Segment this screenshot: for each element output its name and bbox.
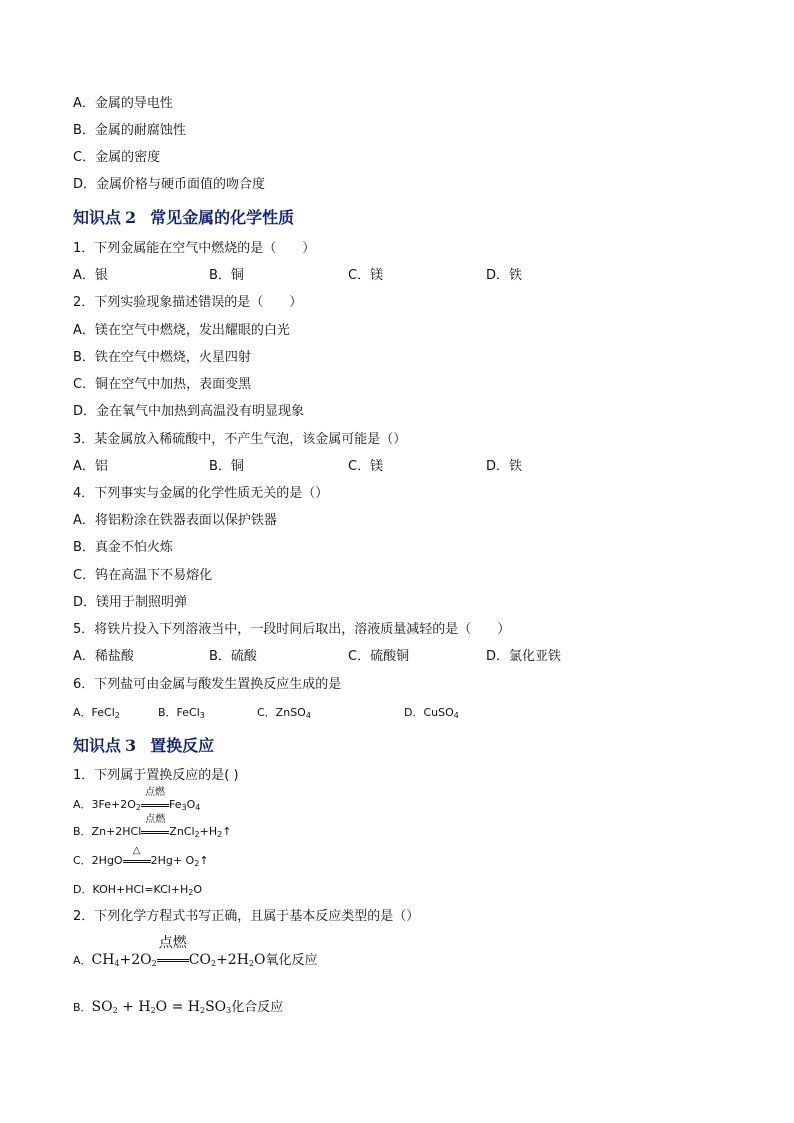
option-b: B．真金不怕火炼 (73, 540, 173, 555)
subscript: 4 (195, 803, 201, 812)
heading-title: 置换反应 (150, 736, 215, 755)
subscript: 2 (210, 959, 217, 968)
option-c-text: C．ZnSO (257, 706, 306, 719)
option-a (73, 705, 120, 724)
subscript: 2 (217, 830, 223, 839)
heading-label: 知识点 (73, 208, 122, 227)
formula: CO (188, 952, 211, 968)
double-line (157, 959, 189, 962)
formula: + H (117, 999, 151, 1015)
option-d (404, 705, 459, 724)
equation (92, 999, 232, 1015)
subscript: 2 (112, 1006, 118, 1015)
section-heading-3 (73, 733, 214, 756)
question-stem: 5．将铁片投入下列溶液当中，一段时间后取出，溶液质量减轻的是（ ） (73, 622, 511, 637)
option-d (73, 882, 202, 901)
question-stem: 1．下列属于置换反应的是( ) (73, 768, 239, 783)
option-c: C．镁 (348, 459, 384, 474)
option-a (73, 787, 201, 816)
heading-number: 2 (125, 208, 137, 227)
heading-number: 3 (125, 736, 137, 755)
question-stem: 6．下列盐可由金属与酸发生置换反应生成的是 (73, 677, 342, 692)
subscript: 4 (114, 959, 120, 968)
subscript: 4 (453, 711, 459, 720)
reaction-condition: 点燃 (158, 935, 187, 951)
formula: CH (91, 952, 115, 968)
option-c (257, 705, 311, 724)
formula: +2O (119, 952, 152, 968)
equation-right: 2Hg+ O (150, 854, 195, 867)
option-c: C．铜在空气中加热，表面变黑 (73, 377, 252, 392)
question-stem: 4．下列事实与金属的化学性质无关的是（） (73, 486, 329, 501)
option-b (73, 814, 232, 843)
equation-left: C．2HgO (73, 854, 123, 867)
formula: O (254, 952, 266, 968)
double-line (141, 804, 169, 807)
option-a: A．铝 (73, 459, 108, 474)
equation (91, 935, 266, 968)
option-d: D．铁 (486, 268, 523, 283)
subscript: 2 (150, 1006, 156, 1015)
option-d: D．铁 (486, 459, 523, 474)
option-d: D．镁用于制照明弹 (73, 595, 188, 610)
equation-right: +H (199, 825, 218, 838)
formula: SO (205, 999, 227, 1015)
option-b: B．金属的耐腐蚀性 (73, 123, 186, 138)
option-d: D．氯化亚铁 (486, 649, 562, 664)
question-stem: 2．下列实验现象描述错误的是（ ） (73, 295, 303, 310)
option-row (73, 705, 673, 721)
subscript: 2 (248, 959, 255, 968)
option-d: D．金属价格与硬币面值的吻合度 (73, 177, 266, 192)
option-a: A．金属的导电性 (73, 96, 173, 111)
option-c: C．金属的密度 (73, 150, 161, 165)
reaction-arrow (141, 787, 169, 813)
equation-right: O (186, 798, 196, 811)
subscript: 2 (199, 1006, 206, 1015)
option-b (73, 999, 283, 1019)
section-heading-2 (73, 205, 294, 228)
question-stem: 2．下列化学方程式书写正确，且属于基本反应类型的是（） (73, 909, 420, 924)
formula: +2H (216, 952, 249, 968)
reaction-arrow (157, 935, 189, 968)
reaction-arrow (141, 814, 169, 840)
reaction-arrow (123, 845, 151, 869)
equation-right: ZnCl (169, 825, 195, 838)
option-a-text: A．FeCl (73, 706, 115, 719)
option-a: A．将铝粉涂在铁器表面以保护铁器 (73, 513, 277, 528)
question-stem: 1．下列金属能在空气中燃烧的是（ ） (73, 241, 316, 256)
option-d: D．金在氧气中加热到高温没有明显现象 (73, 404, 305, 419)
equation: O (193, 883, 203, 896)
option-row (73, 459, 673, 475)
option-b: B．硫酸 (209, 649, 257, 664)
option-label: B． (73, 1001, 92, 1014)
option-a: A．银 (73, 268, 108, 283)
subscript: 4 (305, 711, 311, 720)
subscript: 3 (226, 1006, 232, 1015)
heading-title: 常见金属的化学性质 (150, 208, 295, 227)
reaction-condition: 点燃 (145, 814, 166, 825)
formula: O = H (155, 999, 200, 1015)
double-line (123, 860, 151, 863)
subscript: 2 (194, 859, 200, 868)
option-row (73, 649, 673, 665)
gas-arrow: ↑ (199, 854, 209, 867)
double-line (141, 831, 169, 834)
subscript: 2 (135, 803, 141, 812)
equation: D．KOH+HCl=KCl+H (73, 883, 189, 896)
reaction-type: 氧化反应 (265, 953, 318, 968)
reaction-condition: △ (132, 845, 141, 856)
subscript: 2 (114, 711, 120, 720)
option-b (158, 705, 205, 724)
option-row (73, 268, 673, 284)
formula: SO (91, 999, 113, 1015)
subscript: 3 (181, 803, 187, 812)
question-stem: 3．某金属放入稀硫酸中，不产生气泡，该金属可能是（） (73, 432, 407, 447)
equation-right: Fe (168, 798, 182, 811)
reaction-condition: 点燃 (144, 787, 165, 798)
gas-arrow: ↑ (222, 825, 232, 838)
option-a (73, 935, 318, 972)
option-b-text: B．FeCl (158, 706, 200, 719)
subscript: 2 (188, 888, 194, 897)
subscript: 2 (194, 830, 200, 839)
option-a: A．镁在空气中燃烧，发出耀眼的白光 (73, 323, 290, 338)
option-c: C．硫酸铜 (348, 649, 410, 664)
option-b: B．铜 (209, 268, 244, 283)
option-d-text: D．CuSO (404, 706, 454, 719)
option-b: B．铁在空气中燃烧，火星四射 (73, 350, 251, 365)
subscript: 2 (151, 959, 157, 968)
option-b: B．铜 (209, 459, 244, 474)
option-c (73, 845, 209, 872)
reaction-type: 化合反应 (231, 1000, 284, 1015)
option-a: A．稀盐酸 (73, 649, 134, 664)
heading-label: 知识点 (73, 736, 122, 755)
subscript: 3 (199, 711, 205, 720)
option-c: C．钨在高温下不易熔化 (73, 568, 213, 583)
option-c: C．镁 (348, 268, 384, 283)
equation-left: A．3Fe+2O (73, 798, 136, 811)
equation-left: B．Zn+2HCl (73, 825, 142, 838)
option-label: A． (73, 954, 92, 967)
